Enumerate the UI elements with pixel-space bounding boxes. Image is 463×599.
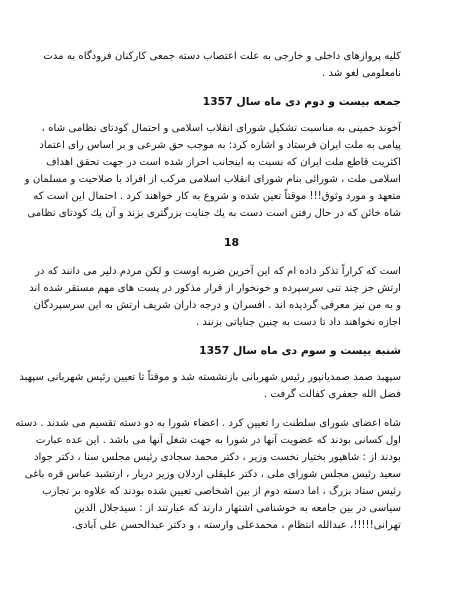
text-line: است که کراراً تذکر داده ام که این آخرین ضربه اوست و لکن مردم دلیر می دانند که در: [35, 266, 401, 277]
text-line: آخوند خمینی به مناسبت تشکیل شورای انقلاب اسلامی و احتمال کودتای نظامی شاه ،: [41, 123, 401, 134]
text-line: و به من نیز معرفی گردیده اند . افسران و درجه داران شریف ارتش به این سرسپردگان: [33, 300, 401, 311]
text-line: پیامی به ملت ایران فرستاد و اشاره کرد: به موجب حق شرعی و بر اساس رای اعتماد: [39, 140, 401, 151]
text-line: سپهبد صمد صمدیانپور رئیس شهربانی بازنشسته شد و موقتاً تا تعیین رئیس شهربانی سپهبد: [19, 372, 401, 383]
text-line: نامعلومی لغو شد .: [321, 68, 401, 79]
text-line: اجازه نخواهند داد تا دست به چنین جنایاتی بزنند .: [195, 317, 401, 328]
paragraph-revolution-council: [24, 120, 401, 222]
text-line: سیاسی در بین جامعه به خوشنامی اشتهار دارند که عبارتند از : سیدجلال الدین: [74, 503, 401, 514]
text-line: بودند از : شاهپور بختیار نخست وزیر ، دکتر محمد سجادی رئیس مجلس سنا ، دکتر جواد: [33, 452, 401, 463]
section-heading-friday: جمعه بیست و دوم دی ماه سال 1357: [202, 95, 401, 108]
text-line: فضل الله جعفری کفالت گرفت .: [263, 389, 401, 400]
text-line: تهرانی!!!!!، عبدالله انتظام ، محمدعلی وارسته ، و دکتر عبدالحسن علی آبادی.: [71, 520, 401, 531]
text-line: شاه خائن که در حال رفتن است دست به یك جنایت بزرگتری بزند و آن یك کودتای نظامی: [27, 208, 401, 219]
text-line: رئیس ستاد بزرگ ، اما دسته دوم از بین اشخاصی تعیین شده بودند که علاوه بر تجارب: [42, 486, 401, 497]
text-line: اکثریت قاطع ملت ایران که نسبت به اینجانب احراز شده است در جهت تحقق اهداف: [46, 157, 401, 168]
paragraph-airport-strike: [43, 48, 401, 82]
paragraph-army-warning: [29, 263, 401, 331]
text-line: کلیه پروازهای داخلی و خارجی به علت اعتصاب دسته جمعی کارکنان فرودگاه به مدت: [43, 51, 401, 62]
text-line: شاه اعضای شورای سلطنت را تعیین کرد . اعضاء شورا به دو دسته تقسیم می شدند . دسته: [15, 418, 401, 429]
text-line: متعهد و مورد وثوق!!! موقتاً تعین شده و شروع به کار خواهند کرد . احتمال این است که: [33, 191, 401, 202]
paragraph-police-chief: [19, 369, 401, 403]
text-line: اسلامی ملت ، شورائی بنام شورای انقلاب اسلامی مرکب از افراد با صلاحیت و مسلمان و: [24, 174, 401, 185]
text-line: ارتش جز چند تنی سرسپرده و خونخوار از قرار مذکور در پست های مهم مستقر شده اند: [29, 283, 401, 294]
text-line: اول کسانی بودند که عضویت آنها در شورا به جهت شغل آنها می باشد . این عده عبارت: [35, 435, 401, 446]
paragraph-regency-council: [15, 415, 401, 534]
text-line: سعید رئیس مجلس شورای ملی ، دکتر علیقلی اردلان وزیر دربار ، ارتشبد عباس قره باغی: [24, 469, 401, 480]
page-number: 18: [223, 236, 240, 249]
section-heading-saturday: شنبه بیست و سوم دی ماه سال 1357: [199, 344, 401, 357]
